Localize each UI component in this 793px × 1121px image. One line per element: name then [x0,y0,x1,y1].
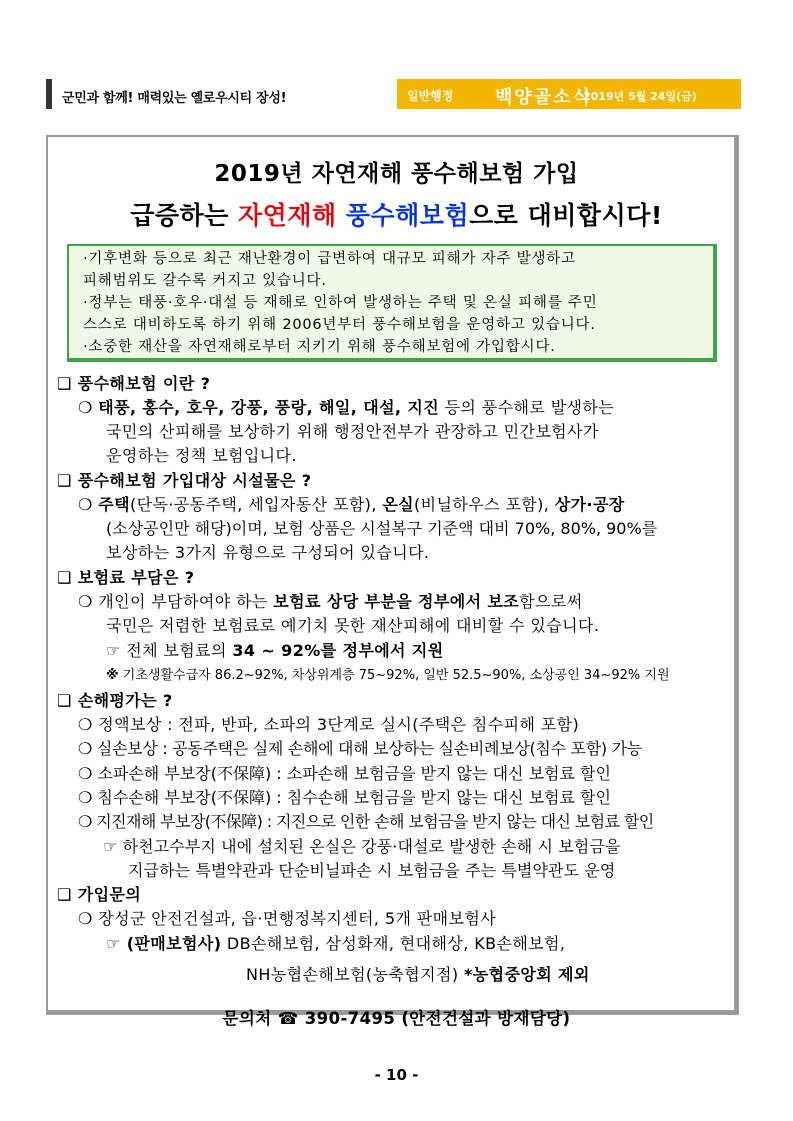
title-highlight-blue: 풍수해보험 [345,201,470,230]
summary-line: 피해범위도 갈수록 커지고 있습니다. [83,273,327,289]
s5-exclusion: *농협중앙회 제외 [464,965,590,984]
bullet-icon: ❍ [78,764,93,783]
s3-pointer: ☞ 전체 보험료의 [106,641,233,660]
s4-note-2: 지급하는 특별약관과 단순비닐파손 시 보험금을 주는 특별약관도 운영 [128,861,616,880]
s4-item-text: 침수손해 부보장(不保障) : 침수손해 보험금을 받지 않는 대신 보험료 할인 [97,788,611,807]
s2-line-3: 보상하는 3가지 유형으로 구성되어 있습니다. [106,543,430,562]
section-heading-assessment: ❑ 손해평가는 ? [57,691,173,710]
s5-text: 장성군 안전건설과, 읍·면행정복지센터, 5개 판매보험사 [98,909,497,928]
bullet-icon: ❍ [78,739,93,758]
s2-house: 주택 [98,495,130,514]
s3-line-2: 국민은 저렴한 보험료로 예기치 못한 재산피해에 대비할 수 있습니다. [106,616,600,635]
title-text: 급증하는 [130,201,239,230]
header-category: 일반행정 [407,89,454,103]
section-heading-inquiry: ❑ 가입문의 [57,885,142,904]
s4-item [78,762,611,786]
title-highlight-red: 자연재해 [238,201,337,230]
bullet-icon: ❍ [78,788,93,807]
note-mark: ※ [106,668,119,683]
s5-line-3 [246,963,590,987]
header-date: 2019년 5월 24일(금) [583,90,697,103]
s4-item [78,810,654,834]
header-slogan: 군민과 함께! 매력있는 옐로우시티 장성! [62,91,287,106]
s4-item-text: 정액보상 : 전파, 반파, 소파의 3단계로 실시(주택은 침수피해 포함) [98,715,580,734]
bullet-icon: ❍ [78,715,93,734]
s2-text: (비닐하우스 포함), [414,495,555,514]
s3-line-4 [106,664,670,688]
summary-line: ·소중한 재산을 자연재해로부터 지키기 위해 풍수해보험에 가입합시다. [83,339,556,355]
section-heading-what-is: ❑ 풍수해보험 이란 ? [57,374,211,393]
header-newsletter-name: 백양골소식 [495,87,592,108]
s2-text: (단독·공동주택, 세입자동산 포함), [129,495,383,514]
s5-insurers-cont: NH농협손해보험(농축협지점) [246,965,464,984]
s3-line-1 [78,590,583,614]
s3-support-range: 34 ~ 92%를 정부에서 지원 [232,641,444,660]
s5-line-2 [106,932,565,956]
s5-insurers-label: ☞ (판매보험사) [106,934,222,953]
section-heading-target: ❑ 풍수해보험 가입대상 시설물은 ? [57,471,312,490]
s3-text: 함으로써 [519,592,583,611]
s4-item [78,786,611,810]
s1-line-1 [78,396,614,420]
bullet-icon: ❍ [78,909,93,928]
s4-item [78,737,642,761]
s2-commercial: 상가·공장 [554,495,625,514]
s2-line-2: (소상공인만 해당)이며, 보험 상품은 시설복구 기준액 대비 70%, 80%, 90%를 [106,519,658,538]
page-number: - 10 - [374,1066,419,1084]
summary-line: ·정부는 태풍·호우·대설 등 재해로 인하여 발생하는 주택 및 온실 피해를 주민 [83,295,598,311]
summary-line: ·기후변화 등으로 최근 재난환경이 급변하여 대규모 피해가 자주 발생하고 [83,251,576,267]
s1-hazards: 태풍, 홍수, 호우, 강풍, 풍랑, 해일, 대설, 지진 [98,398,440,417]
s4-note-1: ☞ 하천고수부지 내에 설치된 온실은 강풍·대설로 발생한 손해 시 보험금을 [103,837,621,856]
s2-line-1 [78,493,625,517]
section-heading-premium: ❑ 보험료 부담은 ? [57,568,195,587]
s3-rates: 기초생활수급자 86.2~92%, 차상위계층 75~92%, 일반 52.5~90%, 소상공인 34~92% 지원 [118,668,670,683]
bullet-icon: ❍ [78,812,92,831]
s4-item-text: 지진재해 부보장(不保障) : 지진으로 인한 손해 보험금을 받지 않는 대신 보험료 할인 [96,812,654,831]
s1-text: 등의 풍수해로 발생하는 [439,398,615,417]
s2-greenhouse: 온실 [382,495,415,514]
bullet-icon: ❍ [78,398,93,417]
bullet-icon: ❍ [78,592,93,611]
title-line-2 [0,196,793,232]
s3-line-3 [106,639,444,663]
s5-insurers: DB손해보험, 삼성화재, 현대해상, KB손해보험, [221,934,566,953]
bullet-icon: ❍ [78,495,93,514]
header-newsletter-box [397,79,741,109]
s4-item-text: 실손보상 : 공동주택은 실제 손해에 대해 보상하는 실손비례보상(침수 포함) 가능 [96,739,642,758]
s3-text: 개인이 부담하여야 하는 [98,592,274,611]
summary-line: 스스로 대비하도록 하기 위해 2006년부터 풍수해보험을 운영하고 있습니다. [83,317,596,333]
s3-subsidy: 보험료 상당 부분을 정부에서 보조 [273,592,520,611]
page-header [46,79,741,109]
s4-item-text: 소파손해 부보장(不保障) : 소파손해 보험금을 받지 않는 대신 보험료 할인 [97,764,611,783]
contact-line: 문의처 ☎ 390-7495 (안전건설과 방재담당) [222,1009,571,1028]
header-accent-bar [46,79,52,109]
title-line-1: 2019년 자연재해 풍수해보험 가입 [214,161,579,187]
s5-line-1 [78,907,496,931]
s1-line-2: 국민의 산피해를 보상하기 위해 행정안전부가 관장하고 민간보험사가 [106,422,599,441]
title-space [337,201,346,230]
s1-line-3: 운영하는 정책 보험입니다. [106,446,297,465]
title-text-end: 으로 대비합시다! [469,201,663,230]
s4-item [78,713,579,737]
